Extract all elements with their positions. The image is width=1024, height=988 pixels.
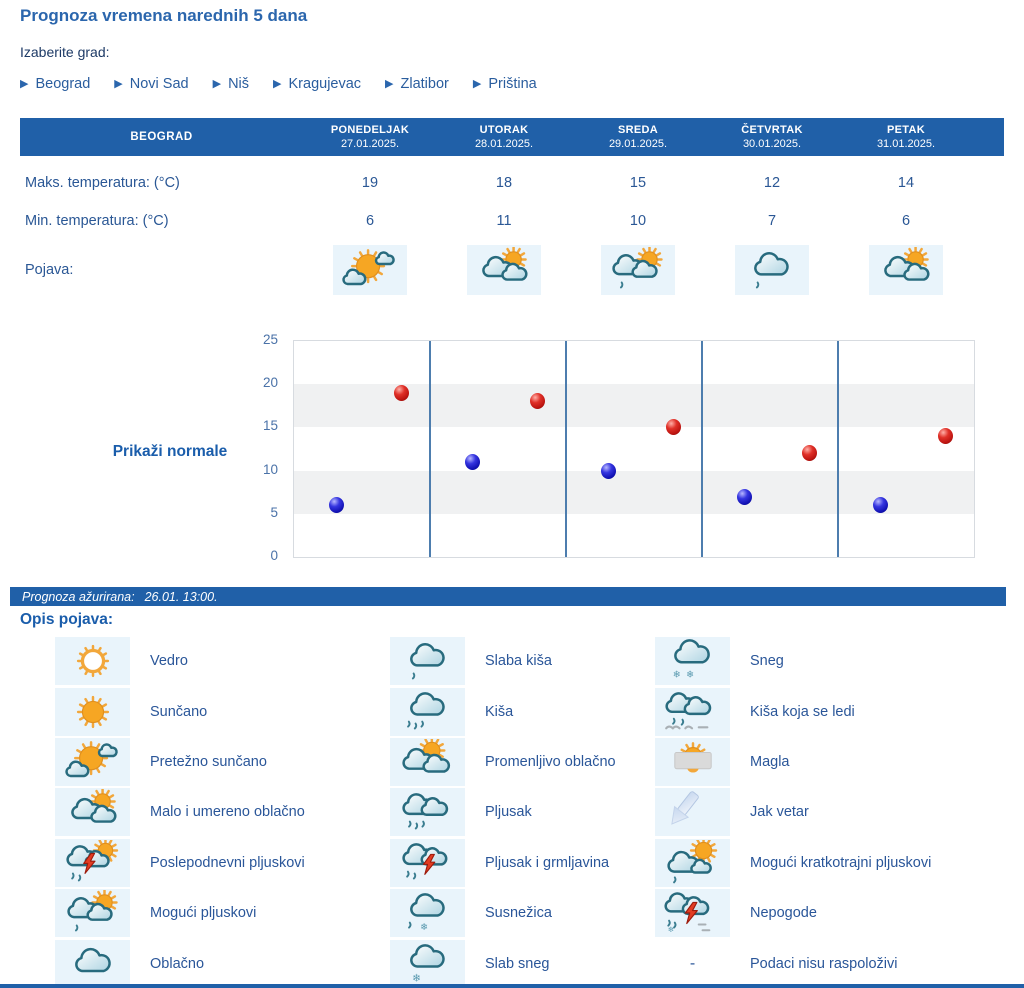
legend-label: Mogući kratkotrajni pljuskovi [750,854,932,871]
legend-label: Jak vetar [750,804,809,821]
rain-icon [396,689,460,735]
min-temp-point [601,463,616,479]
legend-label: Pljusak i grmljavina [485,854,610,871]
legend-label: Pljusak [485,804,532,821]
day-date: 29.01.2025. [608,138,668,150]
legend-label: Promenljivo oblačno [485,753,616,770]
temp-row-label: Maks. temperatura: (°C) [25,175,180,191]
day-name: SREDA [617,123,658,136]
legend-icon-tile [390,889,465,937]
legend-label: Kiša [485,703,514,720]
temp-value: 19 [361,175,379,191]
legend-icon-tile [655,788,730,836]
max-temp-point [530,393,545,409]
svg-text:❄: ❄ [667,925,674,935]
legend-icon-tile [390,839,465,887]
bottom-bar [0,984,1024,988]
partly-cloudy-icon [61,789,125,835]
legend-icon-tile [55,738,130,786]
legend-label: Sunčano [150,703,208,720]
legend-row [55,737,305,787]
legend-icon-tile [655,889,730,937]
partly-cloudy-icon [472,247,536,293]
city-link-label: Zlatibor [400,76,449,92]
legend-column [655,636,931,988]
legend-label: Nepogode [750,905,817,922]
legend-icon-tile [55,637,130,685]
arrow-right-icon: ▶ [20,77,29,90]
sunny-icon [61,689,125,735]
show-normals-link[interactable]: Prikaži normale [112,443,228,460]
weather-icon-tile [735,245,809,295]
legend-row [390,686,616,736]
legend-label: Sneg [750,653,784,670]
legend-column [390,636,616,988]
legend-icon-tile [655,688,730,736]
legend-row [655,838,931,888]
max-temp-point [802,445,817,461]
min-temp-point [873,497,888,513]
city-link-zlatibor[interactable] [385,76,449,92]
temp-value: 18 [495,175,513,191]
legend-label: Vedro [150,653,188,670]
snow-icon [661,638,725,684]
partly-cloudy-icon [874,247,938,293]
legend-row [655,737,931,787]
chart-shaded-band [294,471,974,514]
city-link-kragujevac[interactable] [273,76,361,92]
day-date: 30.01.2025. [742,138,802,150]
min-temp-row [20,208,973,234]
legend-row [390,838,616,888]
weather-icon-tile [467,245,541,295]
showers-icon [396,789,460,835]
weather-icon-tile [601,245,675,295]
temp-value: 7 [767,213,777,229]
showers-thunder-icon [396,840,460,886]
table-header-day [571,123,705,152]
legend-label: Magla [750,753,790,770]
max-temp-row [20,170,973,196]
svg-text:❄: ❄ [685,669,694,681]
pojava-row [20,244,973,296]
legend-label: Slab sneg [485,955,550,972]
legend-column [55,636,305,988]
legend-icon-tile [55,839,130,887]
legend-row [655,888,931,938]
short-showers-icon [661,840,725,886]
y-tick-label: 10 [262,461,278,477]
sleet-icon [396,890,460,936]
legend-row [55,838,305,888]
legend-label: Malo i umereno oblačno [150,804,305,821]
updated-label: Prognoza ažurirana: [22,589,135,604]
chart-day-separator [429,341,431,557]
legend-icon-tile [55,940,130,988]
city-link-label: Priština [488,76,537,92]
legend-label: Oblačno [150,955,205,972]
svg-text:❄: ❄ [672,669,681,681]
legend-icon-tile [390,637,465,685]
y-tick-label: 15 [262,418,278,434]
legend-row [655,787,931,837]
temp-value: 6 [901,213,911,229]
legend-label: Mogući pljuskovi [150,905,257,922]
light-rain-icon [396,638,460,684]
legend-icon-tile [655,637,730,685]
temperature-chart [293,340,975,558]
temp-row-label: Min. temperatura: (°C) [25,213,169,229]
legend-label: Podaci nisu raspoloživi [750,955,898,972]
min-temp-point [329,497,344,513]
legend-row [390,636,616,686]
clear-icon [61,638,125,684]
max-temp-point [938,428,953,444]
legend-icon-tile [390,688,465,736]
legend-label: Kiša koja se ledi [750,703,855,720]
possible-showers-icon [606,247,670,293]
svg-text:❄: ❄ [411,971,421,984]
arrow-right-icon: ▶ [472,77,482,90]
temp-value: 12 [763,175,781,191]
mostly-sunny-icon [338,247,402,293]
mostly-sunny-icon [61,739,125,785]
variable-cloudy-icon [396,739,460,785]
city-link-beograd[interactable] [20,76,90,92]
legend-icon-tile [390,940,465,988]
day-name: UTORAK [479,123,529,136]
arrow-right-icon: ▶ [114,77,123,90]
svg-text:❄: ❄ [419,922,428,934]
legend-row [55,636,305,686]
light-rain-icon [740,247,804,293]
city-link-label: Beograd [35,76,91,92]
day-date: 27.01.2025. [340,138,400,150]
pojava-label: Pojava: [25,262,74,278]
table-header-day [705,123,839,152]
table-header-city: BEOGRAD [130,131,193,143]
city-links [20,76,537,92]
legend-label: Poslepodnevni pljuskovi [150,854,305,871]
legend-icon-tile [390,788,465,836]
y-tick-label: 25 [262,332,278,347]
arrow-right-icon: ▶ [385,77,394,90]
temp-value: 6 [365,213,375,229]
day-date: 28.01.2025. [474,138,534,150]
legend-label: Susnežica [485,905,552,922]
light-snow-icon [396,941,460,987]
table-header-day [303,123,437,152]
city-link-label: Niš [228,76,250,92]
min-temp-point [465,454,480,470]
legend-row [55,686,305,736]
legend-icon-tile [55,889,130,937]
legend-row [55,888,305,938]
city-link-niš[interactable] [213,76,249,92]
legend-icon-tile [655,839,730,887]
arrow-right-icon: ▶ [273,77,282,90]
legend-label: Pretežno sunčano [150,753,267,770]
forecast-updated-bar [10,587,1006,606]
dash-icon: - [689,954,696,972]
page-title: Prognoza vremena narednih 5 dana [20,6,308,25]
chart-day-separator [565,341,567,557]
legend-icon-tile [55,788,130,836]
arrow-right-icon: ▶ [212,77,222,90]
choose-city-label: Izaberite grad: [20,44,110,60]
legend-row [655,686,931,736]
legend-row [390,938,616,988]
temp-value: 15 [629,175,647,191]
legend-row [390,888,616,938]
wind-icon [661,789,725,835]
legend-icon-tile [55,688,130,736]
day-date: 31.01.2025. [876,138,936,150]
fog-icon [661,739,725,785]
table-header-day [437,123,571,152]
legend-row [55,938,305,988]
temp-value: 11 [496,213,512,229]
updated-value: 26.01. 13:00. [144,589,218,604]
weather-icon-tile [869,245,943,295]
freezing-rain-icon [661,689,725,735]
max-temp-point [394,385,409,401]
chart-y-axis [248,332,286,563]
chart-day-separator [837,341,839,557]
legend-row [390,737,616,787]
city-link-label: Kragujevac [288,76,362,92]
y-tick-label: 20 [262,375,278,391]
afternoon-showers-icon [61,840,125,886]
min-temp-point [737,489,752,505]
city-link-priština[interactable] [473,76,537,92]
legend-row [655,938,931,988]
weather-icon-tile [333,245,407,295]
legend-row [55,787,305,837]
legend-icon-tile [390,738,465,786]
day-name: PETAK [887,123,925,136]
legend-label: Slaba kiša [485,653,552,670]
temp-value: 10 [629,213,647,229]
chart-day-separator [701,341,703,557]
max-temp-point [666,419,681,435]
city-link-label: Novi Sad [129,76,189,92]
forecast-table-header [20,118,1004,156]
y-tick-label: 5 [270,504,278,520]
legend-title: Opis pojava: [20,611,114,628]
day-name: ČETVRTAK [741,123,803,136]
possible-showers-icon [61,890,125,936]
city-link-novi-sad[interactable] [114,76,188,92]
day-name: PONEDELJAK [330,123,410,136]
temp-value: 14 [897,175,915,191]
legend-row [390,787,616,837]
legend-icon-tile [655,738,730,786]
storms-icon [661,890,725,936]
legend-row [655,636,931,686]
cloudy-icon [61,941,125,987]
table-header-day [839,123,973,152]
y-tick-label: 0 [270,548,278,563]
